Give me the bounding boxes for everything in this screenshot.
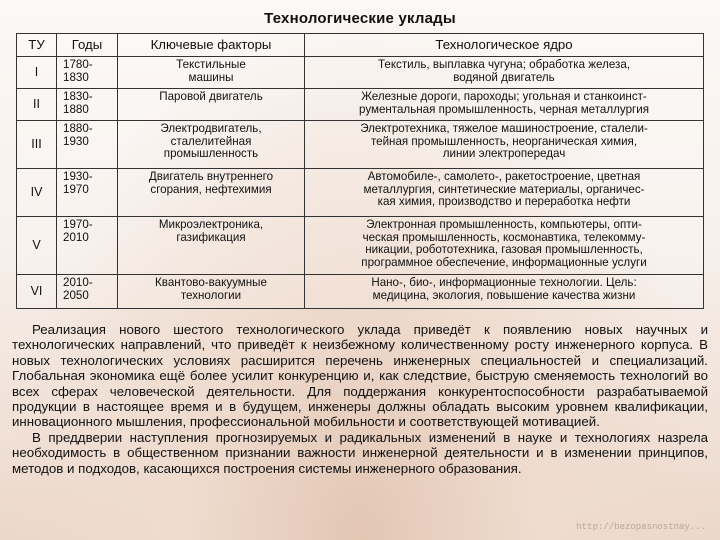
years-cell: 1880- 1930: [57, 121, 118, 169]
years-cell: 1970- 2010: [57, 217, 118, 275]
table-row: [17, 89, 704, 121]
core-cell: Автомобиле-, самолето-, ракетостроение, цветная металлургия, синтетические материалы, органичес- кая химия, производство и переработка нефти: [305, 169, 704, 217]
table-header-row: [17, 34, 704, 57]
years-cell: 2010- 2050: [57, 275, 118, 309]
table-body: [17, 57, 704, 309]
page-title: Технологические уклады: [264, 10, 456, 27]
header-years: Годы: [57, 34, 118, 57]
years-cell: 1830- 1880: [57, 89, 118, 121]
header-tu: ТУ: [17, 34, 57, 57]
tu-cell: IV: [17, 169, 57, 217]
core-cell: Текстиль, выплавка чугуна; обработка железа, водяной двигатель: [305, 57, 704, 89]
factors-cell: Квантово-вакуумные технологии: [118, 275, 305, 309]
tu-cell: V: [17, 217, 57, 275]
table-row: [17, 217, 704, 275]
watermark: http://bezopasnostnay...: [576, 522, 706, 532]
factors-cell: Двигатель внутреннего сгорания, нефтехимия: [118, 169, 305, 217]
factors-cell: Микроэлектроника, газификация: [118, 217, 305, 275]
factors-cell: Паровой двигатель: [118, 89, 305, 121]
table-row: [17, 121, 704, 169]
core-cell: Нано-, био-, информационные технологии. Цель: медицина, экология, повышение качества жизни: [305, 275, 704, 309]
factors-cell: Электродвигатель, сталелитейная промышленность: [118, 121, 305, 169]
table-row: [17, 57, 704, 89]
technological-modes-table: [16, 33, 704, 309]
paragraph-1: Реализация нового шестого технологического уклада приведёт к появлению новых научных и технологических направлений, что приведёт к неизбежному количественному росту инженерного корпуса. В новых технологических условиях расширится перечень инженерных специальностей и специализаций. Глобальная экономика ещё более усилит конкуренцию и, как следствие, быструю сменяемость технологий во всех сферах человеческой деятельности. Для поддержания конкурентоспособности разрабатываемой продукции в настоящее время и в будущем, инженеры должны обладать высоким уровнем квалификации, инновационного мышления, профессиональной мобильности и соответствующей мотивацией.: [12, 322, 708, 430]
core-cell: Железные дороги, пароходы; угольная и станкоинст- рументальная промышленность, черная металлургия: [305, 89, 704, 121]
tu-cell: I: [17, 57, 57, 89]
body-text: [12, 322, 708, 476]
core-cell: Электронная промышленность, компьютеры, опти- ческая промышленность, космонавтика, телекомму- никации, робототехника, газовая промышленность, программное обеспечение, информационные услуги: [305, 217, 704, 275]
paragraph-2: В преддверии наступления прогнозируемых и радикальных изменений в науке и технологиях назрела необходимость в общественном признании важности инженерной деятельности и в изменении принципов, методов и подходов, касающихся построения системы инженерного образования.: [12, 429, 708, 476]
table-row: [17, 169, 704, 217]
tu-cell: VI: [17, 275, 57, 309]
table-row: [17, 275, 704, 309]
years-cell: 1780- 1830: [57, 57, 118, 89]
header-tech-core: Технологическое ядро: [305, 34, 704, 57]
header-key-factors: Ключевые факторы: [118, 34, 305, 57]
factors-cell: Текстильные машины: [118, 57, 305, 89]
core-cell: Электротехника, тяжелое машиностроение, сталели- тейная промышленность, неорганическая химия, линии электропередач: [305, 121, 704, 169]
years-cell: 1930- 1970: [57, 169, 118, 217]
tu-cell: II: [17, 89, 57, 121]
tu-cell: III: [17, 121, 57, 169]
